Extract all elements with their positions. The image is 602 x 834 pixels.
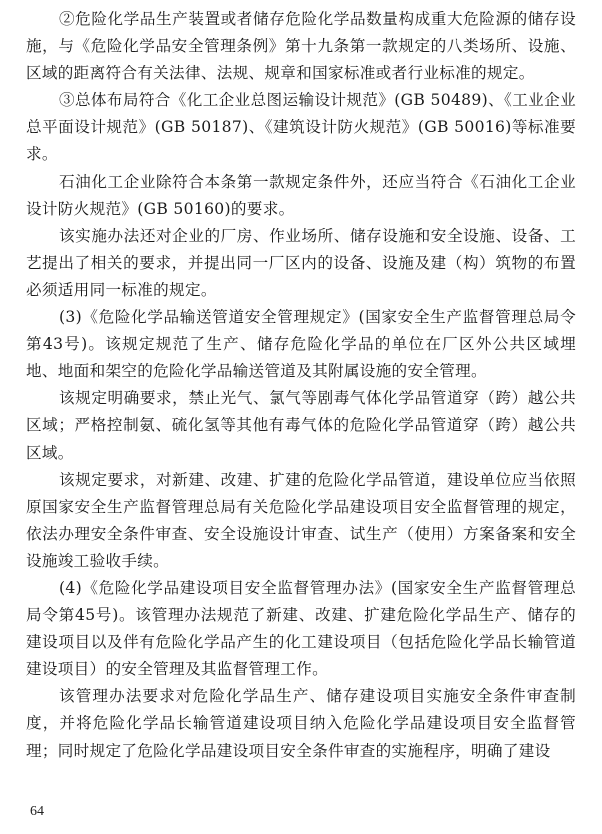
paragraph-petrochemical: 石油化工企业除符合本条第一款规定条件外，还应当符合《石油化工企业设计防火规范》(GB 50160)的要求。 bbox=[26, 172, 576, 218]
page-number: 64 bbox=[30, 804, 44, 819]
paragraph-implementation-requirements: 该实施办法还对企业的厂房、作业场所、储存设施和安全设施、设备、工艺提出了相关的要求，并提出同一厂区内的设备、设施及建（构）筑物的布置必须适用同一标准的规定。 bbox=[26, 226, 576, 299]
paragraph-general-layout: ③总体布局符合《化工企业总图运输设计规范》(GB 50489)、《工业企业总平面设计规范》(GB 50187)、《建筑设计防火规范》(GB 50016)等标准要求。 bbox=[26, 91, 576, 164]
paragraph-storage-distance: ②危险化学品生产装置或者储存危险化学品数量构成重大危险源的储存设施，与《危险化学品安全管理条例》第十九条第一款规定的八类场所、设施、区域的距离符合有关法律、法规、规章和国家标准或者行业标准的规定。 bbox=[26, 10, 576, 83]
paragraph-safety-condition-review: 该管理办法要求对危险化学品生产、储存建设项目实施安全条件审查制度，并将危险化学品长输管道建设项目纳入危险化学品建设项目安全监督管理；同时规定了危险化学品建设项目安全条件审查的实施程序，明确了建设 bbox=[26, 687, 576, 760]
paragraph-pipeline-construction: 该规定要求，对新建、改建、扩建的危险化学品管道，建设单位应当依照原国家安全生产监督管理总局有关危险化学品建设项目安全监督管理的规定，依法办理安全条件审查、安全设施设计审查、试生产（使用）方案备案和安全设施竣工验收手续。 bbox=[26, 470, 576, 570]
paragraph-construction-project-measures: (4)《危险化学品建设项目安全监督管理办法》(国家安全生产监督管理总局令第45号)。该管理办法规范了新建、改建、扩建危险化学品生产、储存的建设项目以及伴有危险化学品产生的化工建设项目（包括危险化学品长输管道建设项目）的安全管理及其监督管理工作。 bbox=[26, 578, 576, 679]
body-text bbox=[26, 6, 576, 765]
paragraph-pipeline-regulation: (3)《危险化学品输送管道安全管理规定》(国家安全生产监督管理总局令第43号)。该规定规范了生产、储存危险化学品的单位在厂区外公共区域埋地、地面和架空的危险化学品输送管道及其附属设施的安全管理。 bbox=[26, 308, 576, 381]
paragraph-toxic-gas-pipeline: 该规定明确要求，禁止光气、氯气等剧毒气体化学品管道穿（跨）越公共区域；严格控制氨、硫化氢等其他有毒气体的危险化学品管道穿（跨）越公共区域。 bbox=[26, 389, 576, 462]
